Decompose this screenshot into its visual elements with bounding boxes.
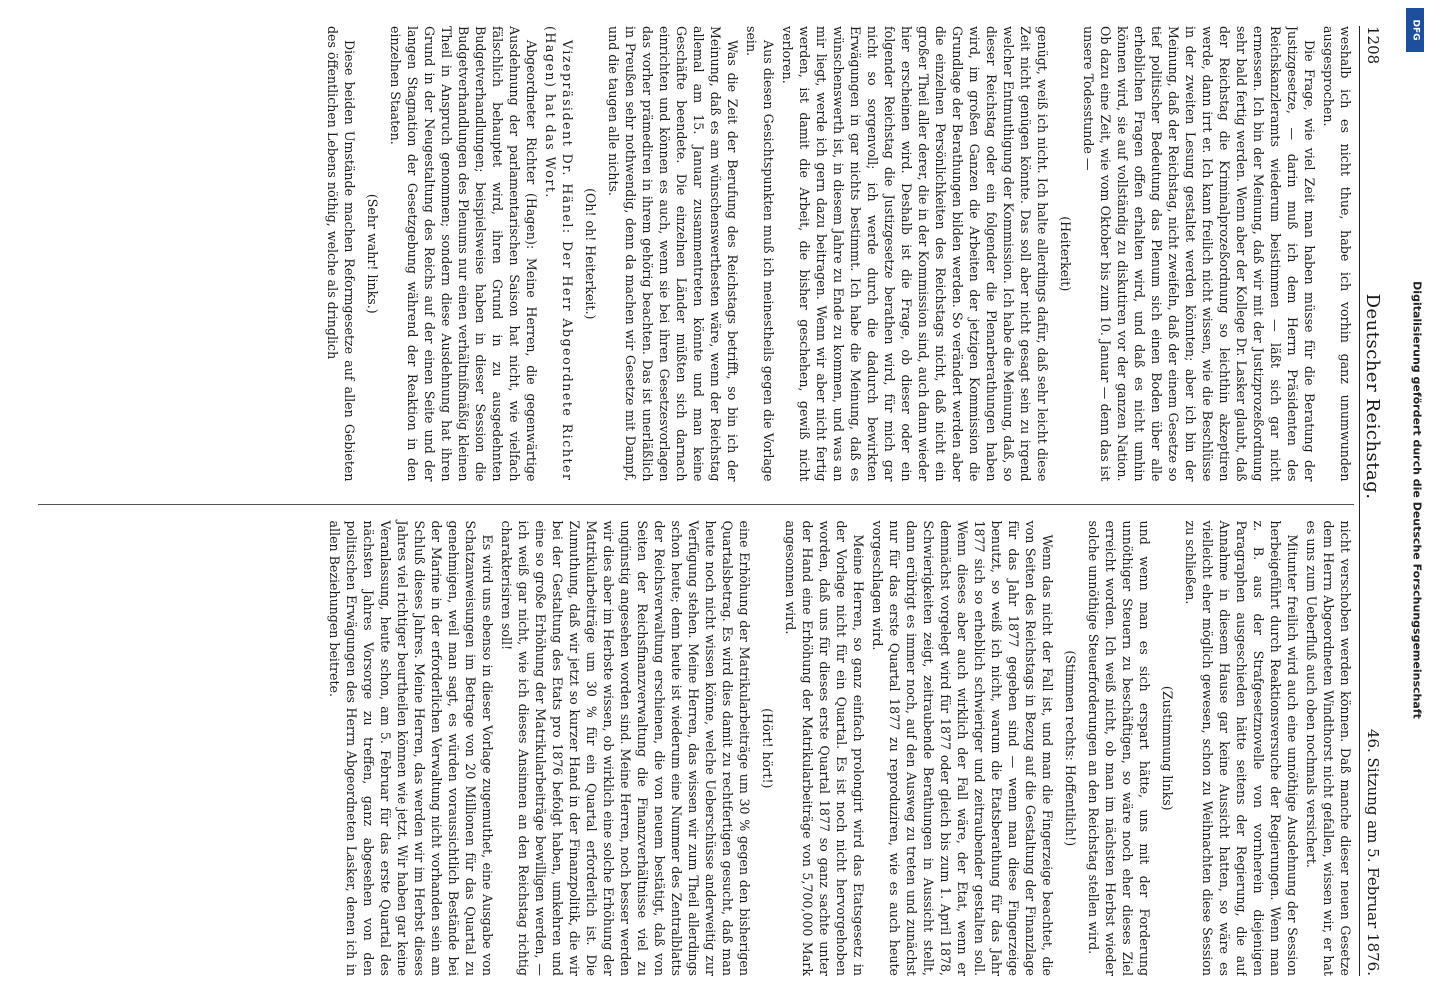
interjection: (Hört! hört!) xyxy=(760,708,775,789)
paragraph: genügt, weiß ich nicht. Ich halte allerdings dafür, daß sehr leicht diese Zeit nicht genügen könnte. Das soll aber nicht gesagt sein zu irgend welcher Entmuthigung der Kommission. Ich habe die Meinung, daß, so dieser Reichstag oder ein folgender die Plenarberathungen haben wird, im großen Ganzen die Arbeiten der jetzigen Kommission die Grundlage der Berathungen bilden werden. So verändert werden aber die einzelnen Persönlichkeiten des Reichstags nicht, daß nicht ein großer Theil aller derer, die in der Kommission sind, auch dann wieder hier erscheinen wird. Deshalb ist die Frage, ob dieser oder ein folgender Reichstag die Justizgesetze berathen wird, für mich gar nicht so sorgenvoll; ich werde durch die dadurch bewirkten Erwägungen in gar nichts bestimmt. Ich habe die Meinung, daß es wünschenswerth ist, in diesem Jahre zu Ende zu kommen, und was an mir liegt, werde ich gern dazu beitragen. Wenn wir aber nicht fertig werden, ist damit die Arbeit, die bisher geschehen, gewiß nicht verloren. xyxy=(780,26,1050,482)
interjection: (Stimmen rechts: Hoffentlich!) xyxy=(1063,650,1078,847)
interjection: (Oh! oh! Heiterkeit.) xyxy=(583,188,598,320)
text-columns xyxy=(38,26,1354,976)
funding-credit xyxy=(1402,0,1432,1000)
paragraph: Meine Herren, so ganz einfach prolongirt wird das Etatsgesetz in der Vorlage nicht für ein Quartal. Es ist noch nicht hervorgehoben worden, daß uns für dieses erste Quartal 1877 so ganz sachte unter der Hand eine Erhöhung der Matrikularbeiträge von 5,700,000 Mark angesonnen wird. xyxy=(783,520,866,976)
paragraph: Wenn das nicht der Fall ist, und man die Fingerzeige beachtet, die von Seiten des Reichstags in Bezug auf die Gestaltung der Finanzlage für das Jahr 1877 gegeben sind — wenn man diese Fingerzeige benutzt, so weiß ich nicht, warum die Etatsberathung für das Jahr 1877 sich so erheblich schwieriger und zeitraubender gestalten soll. Wenn dieses aber auch wirklich der Fall wäre, der Etat, wenn er demnächst vorgelegt wird für 1877 oder gleich bis zum 1. April 1878, Schwierigkeiten zeigt, zeitraubende Berathungen in Aussicht stellt, dann erübrigt es immer noch, auf den Ausweg zu treten und zunächst nur für das erste Quartal 1877 zu reproduziren, wie es auch heute vorgeschlagen wird. xyxy=(870,520,1055,976)
left-column xyxy=(38,26,1354,482)
interjection: (Heiterkeit) xyxy=(1058,216,1073,292)
page-header xyxy=(1359,26,1394,976)
paragraph: Es wird uns ebenso in dieser Vorlage zugemuthet, eine Ausgabe von Schatzanweisungen im Betrage von 20 Millionen für das Quartal zu genehmigen, weil man sagt, es würden voraussichtlich Bestände bei der Marine in der erforderlichen Verwaltung nicht vorhanden sein am Schluß dieses Jahres. Meine Herren, das werden wir im Herbst dieses Jahres viel richtiger beurtheilen können wie jetzt. Wir haben gar keine Veranlassung, heute schon, am 5. Februar für das erste Quartal des nächsten Jahres Vorsorge zu treffen, ganz abgesehen von den politischen Erwägungen des Herrn Abgeordneten Lasker, denen ich in allen Beziehungen beitrete. xyxy=(327,520,495,976)
dfg-badge-text: DFG xyxy=(1410,19,1421,41)
interjection: (Sehr wahr! links.) xyxy=(365,193,380,314)
page-number: 1208 xyxy=(1364,26,1382,65)
page-title: Deutscher Reichstag. xyxy=(1362,293,1383,500)
paragraph: Die Frage, wie viel Zeit man haben müsse für die Beratung der Justizgesetze, — darin muß ich dem Herrn Präsidenten des Reichskanzleramts wiederum beistimmen — läßt sich gar nicht ermessen. Ich bin der Meinung, daß wir mit der Justizprozeßordnung sehr bald fertig werden. Wenn aber der Kollege Dr. Lasker glaubt, daß der Reichstag die Kriminalprozeßordnung so leichthin akzeptiren werde, dann irrt er. Ich kann freilich nicht wissen, wie die Beschlüsse in der zweiten Lesung gestaltet werden könnten; aber ich bin der Meinung, daß der Reichstag, nicht zweifeln, daß der einem Gesetze so tief politischer Bedeutung das Plenum sich einen Boden über alle erheblichen Fragen offen erhalten wird, und daß es nicht umhin können wird, sie auf vollständig zu diskutiren vor der ganzen Nation. Ob dazu eine Zeit, wie vom Oktober bis zum 10. Januar — denn das ist unsere Todesstunde — xyxy=(1081,26,1317,482)
paragraph: nicht verschoben werden können. Daß manche dieser neuen Gesetze dem Herrn Abgeordneten Windthorst nicht gefallen, wissen wir, er hat es uns zum Ueberfluß auch oben nochmals versichert. xyxy=(1304,520,1353,976)
dfg-logo xyxy=(1406,8,1424,52)
paragraph: eine Erhöhung der Matrikularbeiträge um 30 % gegen den bisherigen Quartalsbetrag. Es wird dies damit zu rechtfertigen gesucht, daß man heute noch nicht wissen könne, welche Ueberschüsse anderweitig zur Verfügung stehen. Meine Herren, das wissen wir zum Theil allerdings schon heute; denn heute ist wiederum eine Nummer des Zentralblatts der Reichsverwaltung erschienen, die von neuem bestätigt, daß von Seiten der Reichsfinanzverwaltung die Finanzverhältnisse viel zu ungünstig angesehen worden sind. Meine Herren, noch besser werden wir dies aber im Herbste wissen, ob wirklich eine solche Erhöhung der Matrikularbeiträge um 30 % für ein Quartal erforderlich ist. Die Zumuthung, daß wir jetzt so kurzer Hand in der Finanzpolitik, die wir bei der Gestaltung des Etats pro 1876 befolgt haben, umkehren und eine so große Erhöhung der Matrikularbeiträge bewilligen werden, — ich weiß gar nicht, wie ich dieses Ansinnen an den Reichstag richtig charakterisiren soll! xyxy=(499,520,752,976)
paragraph: Abgeordneter Richter (Hagen): Meine Herren, die gegenwärtige Ausdehnung der parlamentarischen Saison hat nicht, wie vielfach fälschlich behauptet wird, ihren Grund in zu ausgedehnten Budgetverhandlungen; beispielsweise haben in dieser Session die Budgetverhandlungen des Plenums nur einen verhältnißmäßig kleinen Theil in Anspruch genommen; sondern diese Ausdehnung hat ihren Grund in der Neugestaltung des Reichs auf der einen Seite und der langen Stagnation der Gesetzgebung während der Reaktion in den einzelnen Staaten. xyxy=(388,26,539,482)
right-column xyxy=(38,504,1354,977)
paragraph: Diese beiden Umstände machen Reformgesetze auf allen Gebieten des öffentlichen Lebens nöthig, welche als dringlich xyxy=(325,26,357,482)
speaker-intro: Vizepräsident Dr. Hänel: Der Herr Abgeordnete Richter (Hagen) hat das Wort. xyxy=(543,26,575,482)
credit-text: Digitalisierung gefördert durch die Deutsche Forschungsgemeinschaft xyxy=(1410,281,1424,719)
paragraph: Was die Zeit der Berufung des Reichstags betrifft, so bin ich der Meinung, daß es am wünschenswerthesten wäre, wenn der Reichstag allemal am 15. Januar zusammentreten könnte und man keine Geschäfte beendete. Die einzelnen Länder müßten sich darnach einrichten und können es auch, wenn sie bei ihren Gesetzesvorlagen das vorher prämediren in ihrem gehörig beachten. Das ist unerläßlich in Preußen sehr nothwendig, denn da machen wir Gesetze mit Dampf, und die taugen alle nichts. xyxy=(606,26,740,482)
scanned-page-area xyxy=(28,6,1400,994)
paragraph: Mitunter freilich wird auch eine unnöthige Ausdehnung der Session herbeigeführt durch Reaktionsversuche der Regierungen. Wenn man z. B. aus der Strafgesetznovelle von vornherein diejenigen Paragraphen ausgeschieden hätte seitens der Regierung, die auf Annahme in diesem Hause gar keine Aussicht hatten, so wäre es vielleicht eher möglich gewesen, schon zu Weihnachten diese Session zu schließen. xyxy=(1183,520,1300,976)
document-page xyxy=(28,6,1400,994)
session-title: 46. Sitzung am 5. Februar 1876. xyxy=(1364,728,1382,976)
paragraph: Aus diesen Gesichtspunkten muß ich meinestheils gegen die Vorlage sein. xyxy=(744,26,776,482)
paragraph: weshalb ich es nicht thue, habe ich vorhin ganz unumwunden ausgesprochen. xyxy=(1321,26,1353,482)
interjection: (Zustimmung links) xyxy=(1160,685,1175,811)
paragraph: und wenn man es sich erspart hätte, uns mit der Forderung unnöthiger Steuern zu beschäftigen, so wäre noch eher dieses Ziel erreicht worden. Ich weiß nicht, ob man im nächsten Herbst wieder solche unnöthige Steuerforderungen an den Reichstag stellen wird. xyxy=(1086,520,1152,976)
